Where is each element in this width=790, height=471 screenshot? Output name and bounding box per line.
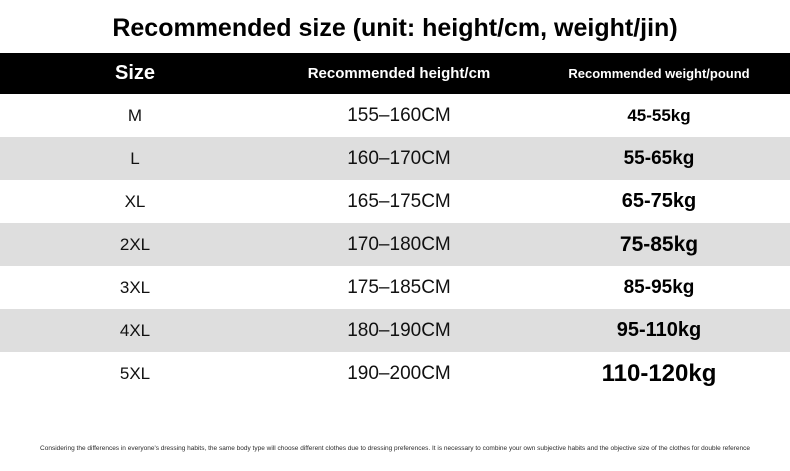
cell-size: XL xyxy=(0,180,270,223)
column-header-size: Size xyxy=(114,62,156,84)
column-header-weight: Recommended weight/pound xyxy=(568,66,750,81)
cell-height: 175–185CM xyxy=(270,266,528,309)
cell-height: 160–170CM xyxy=(270,137,528,180)
cell-weight: 55-65kg xyxy=(528,137,790,180)
table-row xyxy=(0,137,790,180)
table-header xyxy=(0,53,790,94)
cell-size: L xyxy=(0,137,270,180)
cell-height: 190–200CM xyxy=(270,352,528,395)
cell-size: 4XL xyxy=(0,309,270,352)
table-row xyxy=(0,180,790,223)
cell-weight: 75-85kg xyxy=(528,223,790,266)
page-title: Recommended size (unit: height/cm, weight/jin) xyxy=(112,14,678,42)
cell-height: 155–160CM xyxy=(270,94,528,137)
table-body xyxy=(0,94,790,395)
size-table xyxy=(0,53,790,395)
column-header-height: Recommended height/cm xyxy=(307,65,491,82)
cell-size: 2XL xyxy=(0,223,270,266)
cell-height: 170–180CM xyxy=(270,223,528,266)
cell-size: 5XL xyxy=(0,352,270,395)
table-row xyxy=(0,266,790,309)
table-header-row xyxy=(0,53,790,94)
cell-weight: 45-55kg xyxy=(528,94,790,137)
cell-weight: 85-95kg xyxy=(528,266,790,309)
cell-weight: 110-120kg xyxy=(528,352,790,395)
cell-height: 165–175CM xyxy=(270,180,528,223)
cell-size: 3XL xyxy=(0,266,270,309)
cell-weight: 95-110kg xyxy=(528,309,790,352)
table-row xyxy=(0,223,790,266)
cell-size: M xyxy=(0,94,270,137)
cell-height: 180–190CM xyxy=(270,309,528,352)
table-row xyxy=(0,352,790,395)
table-row xyxy=(0,94,790,137)
footnote-text: Considering the differences in everyone's dressing habits, the same body type will choose different clothes due to dressing preferences. It is necessary to combine your own subjective habits and the objective size of the clothes for double reference xyxy=(40,445,750,453)
cell-weight: 65-75kg xyxy=(528,180,790,223)
table-row xyxy=(0,309,790,352)
